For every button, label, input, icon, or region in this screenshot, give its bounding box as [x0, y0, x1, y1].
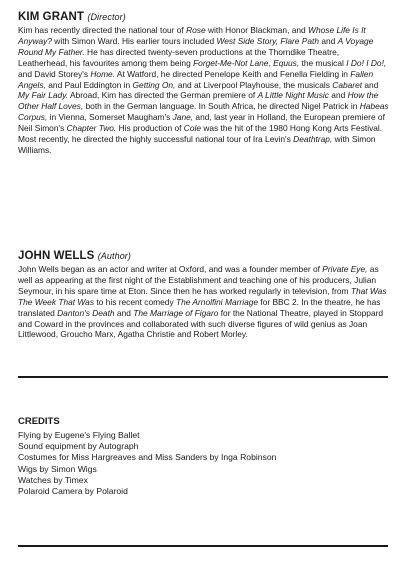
credits-heading: CREDITS	[18, 416, 60, 427]
credit-item: Polaroid Camera by Polaroid	[18, 486, 128, 497]
title-run: Rose	[186, 25, 206, 35]
credits-section	[18, 416, 390, 497]
title-run: That Was The Week That Was	[18, 285, 387, 307]
author-bio-section	[18, 249, 390, 340]
title-run: Whose Life Is It Anyway?	[18, 25, 366, 46]
title-run: The Marriage of Figaro	[133, 307, 219, 318]
author-bio-text: John Wells began as an actor and writer at Oxford, and was a founder member of Private Eye, as well as appearing at the first night of the Establishment and teaching one of his producers, Julian Seymour, in his spare time at Eton. Since then he has worked regularly in television, from That Was The Week That Was to his recent comedy The Arnolfini Marriage for BBC 2. In the theatre, he has translated Danton's Death and The Marriage of Figaro for the National Theatre, played in Stoppard and Coward in the provinces and collaborated with such diverse figures of wild genius as Joan Littlewood, Groucho Marx, Agatha Christie and Robert Morley.	[18, 264, 387, 340]
title-run: Deathtrap,	[293, 134, 333, 145]
title-run: Jane,	[172, 112, 194, 123]
credit-item: Flying by Eugene's Flying Ballet	[18, 430, 140, 440]
director-heading	[18, 10, 390, 24]
credit-item: Watches by Timex	[18, 474, 88, 485]
author-heading	[18, 249, 390, 263]
title-run: A Little Night Music	[257, 90, 329, 101]
title-run: Fallen Angels,	[18, 68, 374, 90]
title-run: West Side Story, Flare Path	[216, 35, 320, 46]
director-bio-text: Kim has recently directed the national tour of Rose with Honor Blackman, and Whose Life Is It Anyway? with Simon Ward. His earlier tours included West Side Story, Flare Path and A Voyage Round My Father. He has directed twenty-seven productions at the Thorndike Theatre, Leatherhead, his favourites among them being Forget-Me-Not Lane, Equus, the musical I Do! I Do!, and David Storey's Home. At Watford, he directed Penelope Keith and Fenella Fielding in Fallen Angels, and Paul Eddington in Getting On, and at Liverpool Playhouse, the musicals Cabaret and My Fair Lady. Abroad, Kim has directed the German premiere of A Little Night Music and How the Other Half Loves, both in the German language. In South Africa, he directed Nigel Patrick in Habeas Corpus, in Vienna, Somerset Maugham's Jane, and, last year in Holland, the European premiere of Neil Simon's Chapter Two. His production of Cole was the hit of the 1980 Hong Kong Arts Festival. Most recently, he directed the highly successful national tour of Ira Levin's Deathtrap, with Simon Williams.	[18, 25, 389, 155]
author-role: (Author)	[97, 251, 131, 261]
title-run: Private Eye,	[322, 264, 368, 274]
title-run: Getting On,	[132, 79, 176, 90]
title-run: How the Other Half Loves,	[18, 90, 379, 112]
title-run: Chapter Two.	[66, 123, 117, 134]
section-divider	[18, 376, 388, 378]
title-run: The Arnolfini Marriage	[175, 296, 259, 307]
title-run: Danton's Death	[57, 307, 115, 318]
credit-item: Sound equipment by Autograph	[18, 441, 139, 452]
title-run: Habeas Corpus,	[18, 101, 389, 123]
title-run: Cole	[183, 123, 201, 134]
title-run: Forget-Me-Not Lane, Equus,	[193, 57, 300, 68]
title-run: Cabaret	[332, 79, 363, 90]
title-run: My Fair Lady.	[18, 90, 69, 101]
director-bio-section	[18, 10, 390, 156]
credit-item: Wigs by Simon Wigs	[18, 463, 97, 474]
title-run: I Do! I Do!,	[346, 57, 387, 68]
credits-list	[18, 430, 390, 497]
title-run: Home.	[90, 68, 116, 79]
title-run: A Voyage Round My Father.	[18, 35, 374, 57]
director-role: (Director)	[87, 12, 126, 22]
bottom-divider	[18, 545, 388, 547]
director-name: KIM GRANT	[18, 11, 85, 23]
author-name: JOHN WELLS	[18, 250, 95, 262]
credit-item: Costumes for Miss Hargreaves and Miss Sanders by Inga Robinson	[18, 452, 277, 463]
